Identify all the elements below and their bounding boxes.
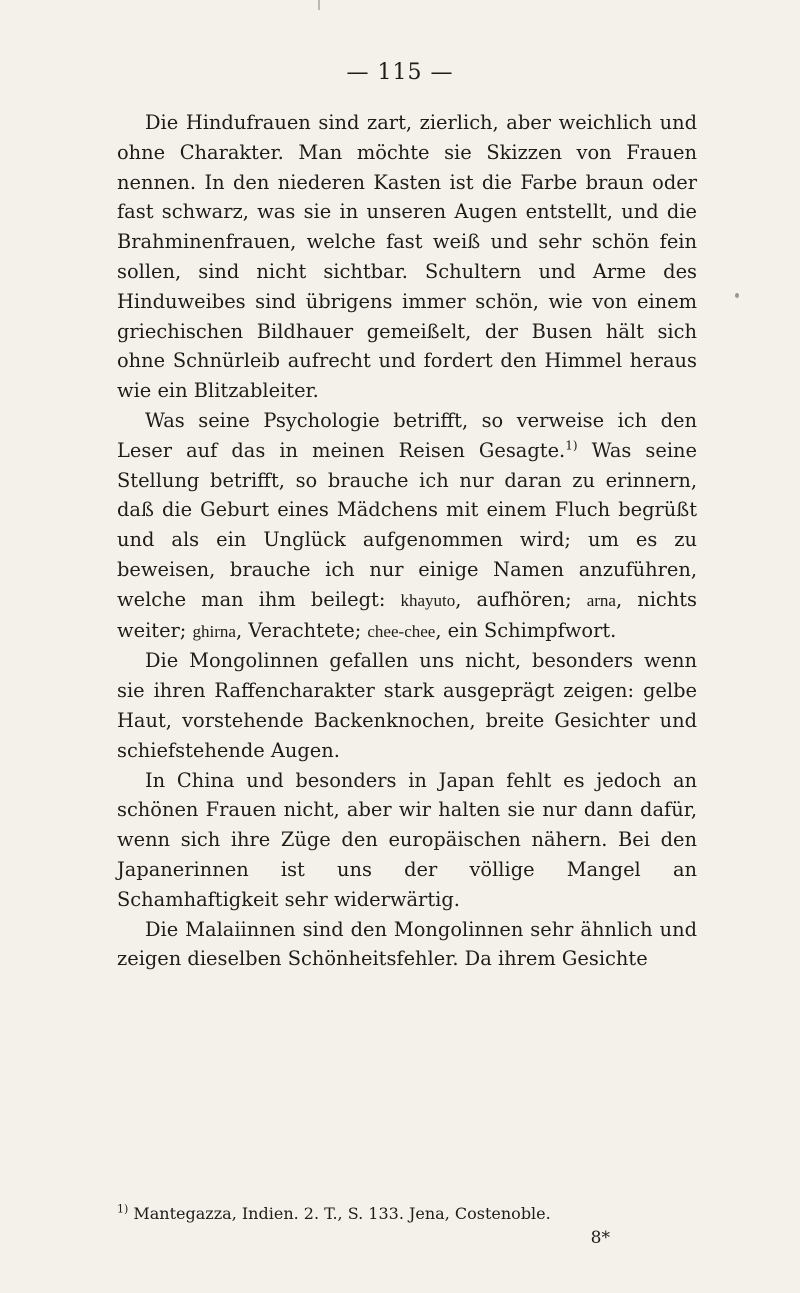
paragraph-2-text-c: , aufhören; xyxy=(455,587,587,611)
footnote xyxy=(117,1203,697,1225)
paragraph-3: Die Mongolinnen gefallen uns nicht, besonders wenn sie ihren Raffencharakter stark ausgeprägt zeigen: gelbe Haut, vorstehende Backenknochen, breite Gesichter und schiefstehende Augen. xyxy=(117,649,697,762)
footnote-marker: 1) xyxy=(117,1202,129,1216)
paragraph-2-text-e: , Verachtete; xyxy=(235,618,368,642)
paragraph-2-text-a: Was seine Psychologie betrifft, so verweise ich den Leser auf das in meinen Reisen Gesagte. xyxy=(117,408,697,462)
paragraph-2 xyxy=(117,406,697,646)
paragraph-2-text-f: , ein Schimpfwort. xyxy=(435,618,617,642)
paragraph-2-text-b: Was seine Stellung betrifft, so brauche ich nur daran zu erinnern, daß die Geburt eines Mädchens mit einem Fluch begrüßt und als ein Unglück aufgenommen wird; um es zu beweisen, brauche ich nur einige Namen anzuführen, welche man ihm beilegt: xyxy=(117,438,697,611)
foreign-word-arna: arna xyxy=(586,590,616,610)
printer-signature-mark: 8* xyxy=(590,1228,610,1248)
page-number: — 115 — xyxy=(346,60,454,85)
paragraph-5: Die Malaiinnen sind den Mongolinnen sehr ähnlich und zeigen dieselben Schönheitsfehler. Da ihrem Gesichte xyxy=(117,917,697,971)
foreign-word-chee-chee: chee-chee xyxy=(367,621,436,641)
foreign-word-ghirna: ghirna xyxy=(192,621,236,641)
paragraph-1: Die Hindufrauen sind zart, zierlich, aber weichlich und ohne Charakter. Man möchte sie Skizzen von Frauen nennen. In den niederen Kasten ist die Farbe braun oder fast schwarz, was sie in unseren Augen entstellt, und die Brahminenfrauen, welche fast weiß und sehr schön fein sollen, sind nicht sichtbar. Schultern und Arme des Hinduweibes sind übrigens immer schön, wie von einem griechischen Bildhauer gemeißelt, der Busen hält sich ohne Schnürleib aufrecht und fordert den Himmel heraus wie ein Blitzableiter. xyxy=(117,111,697,403)
scan-edge-line xyxy=(318,0,320,10)
body-text xyxy=(117,108,697,974)
footnote-text: Mantegazza, Indien. 2. T., S. 133. Jena, Costenoble. xyxy=(128,1204,551,1223)
paragraph-2-text-d: , nichts weiter; xyxy=(117,587,697,642)
scan-speck xyxy=(735,293,739,298)
footnote-reference: 1) xyxy=(565,438,578,453)
foreign-word-khayuto: khayuto xyxy=(400,590,456,610)
paragraph-4: In China und besonders in Japan fehlt es jedoch an schönen Frauen nicht, aber wir halten sie nur dann dafür, wenn sich ihre Züge den europäischen nähern. Bei den Japanerinnen ist uns der völlige Mangel an Schamhaftigkeit sehr widerwärtig. xyxy=(117,768,697,911)
